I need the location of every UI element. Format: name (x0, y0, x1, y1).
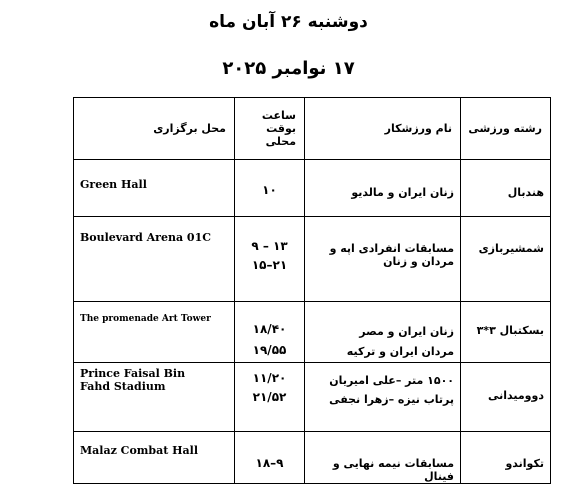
time-cell: ۱۳ – ۹ ۲۱–۱۵ (235, 217, 305, 302)
table-row (74, 160, 551, 217)
time-cell: ۹–۱۸ (235, 432, 305, 484)
header-athlete: نام ورزشکار (305, 98, 461, 160)
table-row (74, 217, 551, 302)
venue-cell: Malaz Combat Hall (74, 432, 235, 484)
time-cell: ۱۱/۲۰ ۲۱/۵۲ (235, 363, 305, 432)
venue-cell: Boulevard Arena 01C (74, 217, 235, 302)
sport-cell: تکواندو (461, 432, 551, 484)
athlete-cell: مسابقات انفرادی اپه و مردان و زنان (305, 217, 461, 302)
athlete-cell: مسابقات نیمه نهایی و فینال (305, 432, 461, 484)
header-time: ساعت بوقت محلی (235, 98, 305, 160)
table-header-row (74, 98, 551, 160)
header-sport: رشته ورزشی (461, 98, 551, 160)
sport-cell: دوومیدانی (461, 363, 551, 432)
page-title-date: ۱۷ نوامبر ۲۰۲۵ (222, 58, 355, 79)
time-cell: ۱۸/۴۰ ۱۹/۵۵ (235, 302, 305, 363)
athlete-cell: ۱۵۰۰ متر –علی امیریان پرتاب نیزه –زهرا نجفی (305, 363, 461, 432)
table-row (74, 302, 551, 363)
sport-cell: بسکتبال ۳*۳ (461, 302, 551, 363)
time-cell: ۱۰ (235, 160, 305, 217)
venue-cell: The promenade Art Tower (74, 302, 235, 363)
table-row (74, 363, 551, 432)
schedule-table (73, 97, 551, 484)
header-venue: محل برگزاری (74, 98, 235, 160)
athlete-cell: زنان ایران و مصر مردان ایران و ترکیه (305, 302, 461, 363)
table-row (74, 432, 551, 484)
page-title-day: دوشنبه ۲۶ آبان ماه (209, 12, 368, 32)
sport-cell: هندبال (461, 160, 551, 217)
venue-cell: Prince Faisal Bin Fahd Stadium (74, 363, 235, 432)
venue-cell: Green Hall (74, 160, 235, 217)
sport-cell: شمشیربازی (461, 217, 551, 302)
athlete-cell: زنان ایران و مالدیو (305, 160, 461, 217)
